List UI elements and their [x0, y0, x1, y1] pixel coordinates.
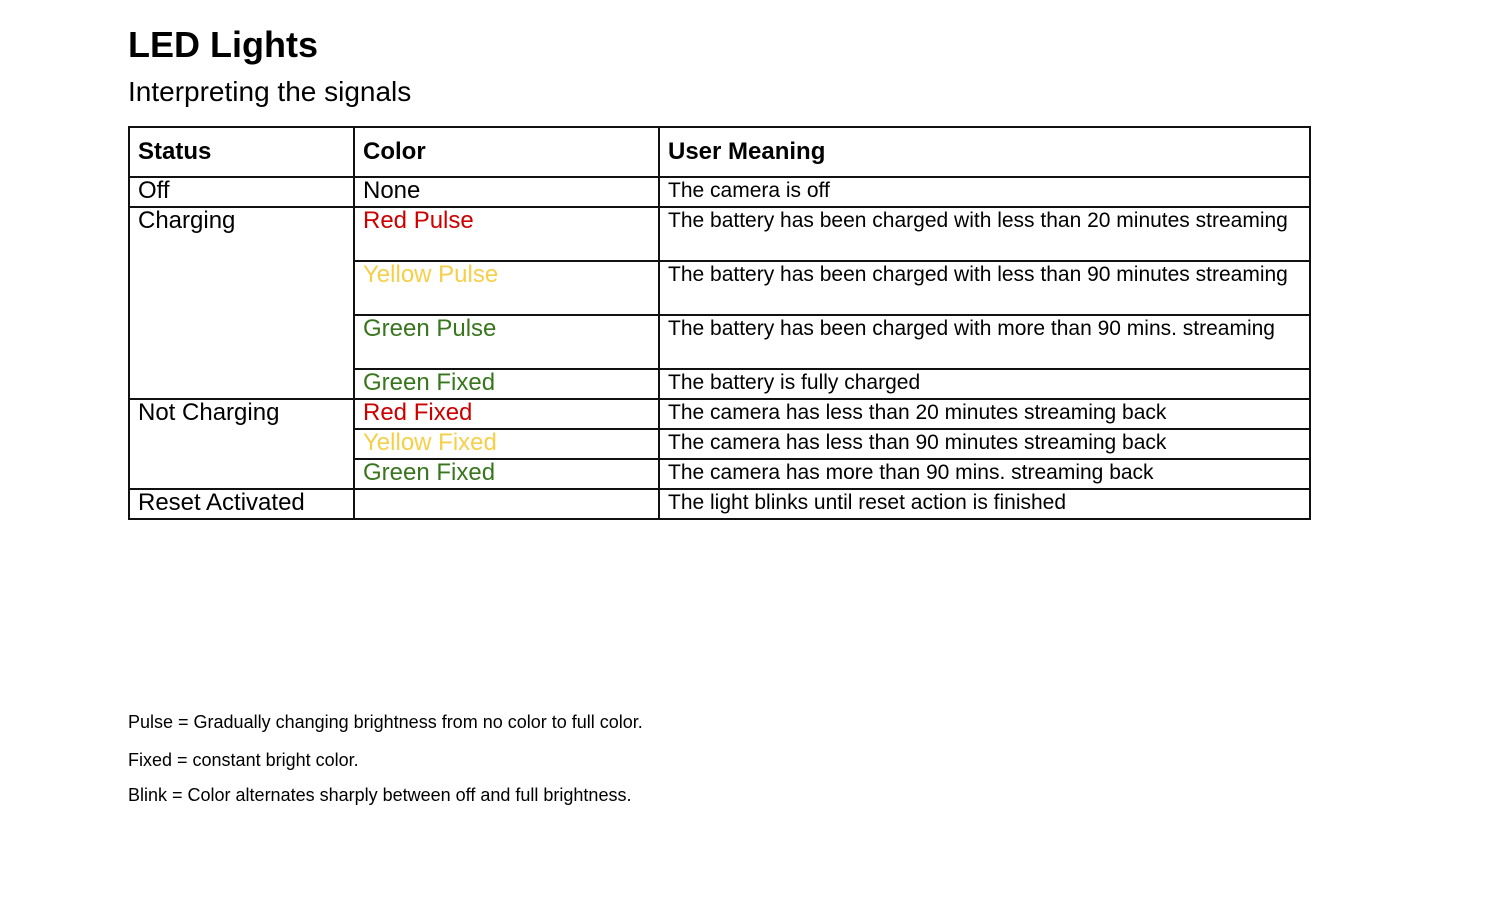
table-header-row [129, 127, 1310, 177]
status-cell: Reset Activated [129, 489, 354, 519]
meaning-cell: The camera has more than 90 mins. streaming back [659, 459, 1310, 489]
meaning-cell: The camera is off [659, 177, 1310, 207]
led-signal-table [128, 126, 1311, 520]
legend-notes [128, 710, 643, 807]
color-cell: Red Pulse [354, 207, 659, 261]
color-cell [354, 489, 659, 519]
meaning-cell: The battery has been charged with less than 90 minutes streaming [659, 261, 1310, 315]
status-cell: Charging [129, 207, 354, 399]
page-title: LED Lights [128, 24, 318, 65]
table-row [129, 489, 1310, 519]
note-pulse: Pulse = Gradually changing brightness from no color to full color. [128, 712, 643, 732]
header-user-meaning: User Meaning [659, 127, 1310, 177]
color-cell: Green Fixed [354, 459, 659, 489]
note-fixed: Fixed = constant bright color. [128, 750, 359, 770]
status-cell: Off [129, 177, 354, 207]
table-row [129, 177, 1310, 207]
header-color: Color [354, 127, 659, 177]
status-cell: Not Charging [129, 399, 354, 489]
meaning-cell: The battery is fully charged [659, 369, 1310, 399]
color-cell: None [354, 177, 659, 207]
color-cell: Green Fixed [354, 369, 659, 399]
header-status: Status [129, 127, 354, 177]
meaning-cell: The battery has been charged with more than 90 mins. streaming [659, 315, 1310, 369]
meaning-cell: The camera has less than 90 minutes streaming back [659, 429, 1310, 459]
table-row [129, 399, 1310, 429]
meaning-cell: The camera has less than 20 minutes streaming back [659, 399, 1310, 429]
table-row [129, 207, 1310, 261]
color-cell: Yellow Pulse [354, 261, 659, 315]
page-subtitle: Interpreting the signals [128, 76, 412, 107]
meaning-cell: The battery has been charged with less than 20 minutes streaming [659, 207, 1310, 261]
meaning-cell: The light blinks until reset action is finished [659, 489, 1310, 519]
note-blink: Blink = Color alternates sharply between off and full brightness. [128, 785, 632, 805]
color-cell: Yellow Fixed [354, 429, 659, 459]
color-cell: Red Fixed [354, 399, 659, 429]
color-cell: Green Pulse [354, 315, 659, 369]
